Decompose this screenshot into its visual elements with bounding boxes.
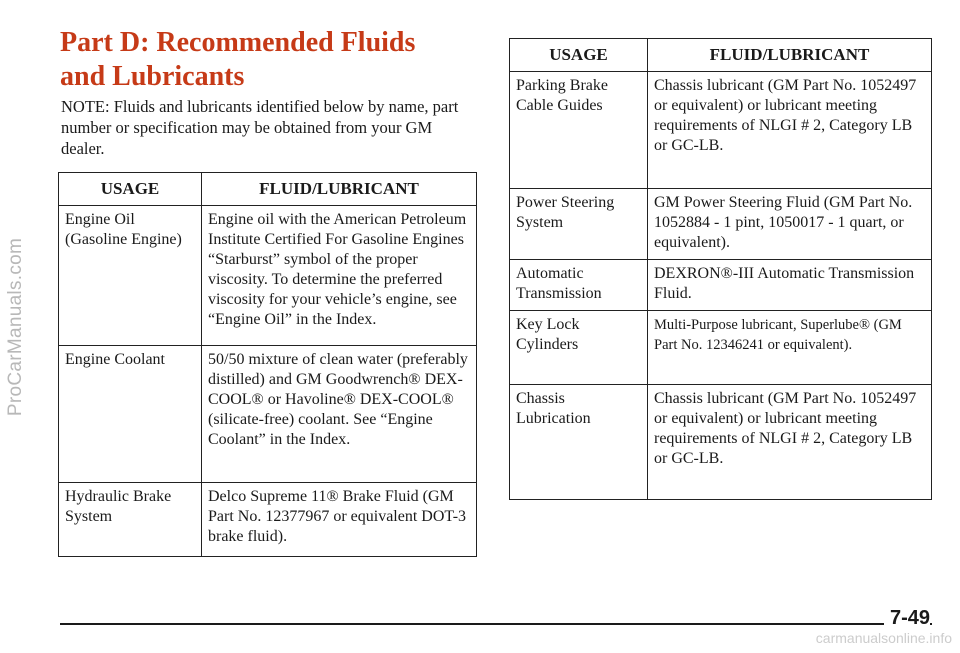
side-watermark-text: ProCarManuals.com [5, 237, 26, 416]
table-row [510, 72, 932, 189]
usage-cell: Chassis Lubrication [510, 385, 648, 500]
table-row [510, 189, 932, 260]
side-watermark [2, 0, 30, 653]
fluids-table-left [58, 172, 477, 557]
usage-cell: Engine Oil (Gasoline Engine) [59, 206, 202, 346]
table-header-row [59, 173, 477, 206]
usage-cell: Parking Brake Cable Guides [510, 72, 648, 189]
usage-cell: Power Steering System [510, 189, 648, 260]
fluid-cell: 50/50 mixture of clean water (preferably distilled) and GM Goodwrench® DEX-COOL® or Havoline® DEX-COOL® (silicate-free) coolant. See “Engine Coolant” in the Index. [202, 346, 477, 483]
fluids-table-right [509, 38, 932, 500]
usage-header: USAGE [59, 173, 202, 206]
fluid-header: FLUID/LUBRICANT [202, 173, 477, 206]
table-row [59, 206, 477, 346]
fluid-cell: GM Power Steering Fluid (GM Part No. 1052884 - 1 pint, 1050017 - 1 quart, or equivalent). [648, 189, 932, 260]
fluid-cell: Engine oil with the American Petroleum Institute Certified For Gasoline Engines “Starburst” symbol of the proper viscosity. To determine the preferred viscosity for your vehicle’s engine, see “Engine Oil” in the Index. [202, 206, 477, 346]
footer-rule [60, 623, 932, 625]
fluid-cell: Delco Supreme 11® Brake Fluid (GM Part No. 12377967 or equivalent DOT-3 brake fluid). [202, 483, 477, 557]
usage-cell: Key Lock Cylinders [510, 311, 648, 385]
table-row [510, 311, 932, 385]
page-number: 7-49 [884, 607, 930, 630]
fluid-cell: Chassis lubricant (GM Part No. 1052497 or equivalent) or lubricant meeting requirements of NLGI # 2, Category LB or GC-LB. [648, 385, 932, 500]
fluid-cell: Multi-Purpose lubricant, Superlube® (GM Part No. 12346241 or equivalent). [648, 311, 932, 385]
table-row [510, 260, 932, 311]
fluid-cell: Chassis lubricant (GM Part No. 1052497 or equivalent) or lubricant meeting requirements of NLGI # 2, Category LB or GC-LB. [648, 72, 932, 189]
table-row [59, 483, 477, 557]
footer-watermark: carmanualsonline.info [815, 630, 952, 646]
fluid-cell: DEXRON®-III Automatic Transmission Fluid. [648, 260, 932, 311]
table-header-row [510, 39, 932, 72]
usage-cell: Automatic Transmission [510, 260, 648, 311]
table-row [510, 385, 932, 500]
table-row [59, 346, 477, 483]
fluid-header: FLUID/LUBRICANT [648, 39, 932, 72]
usage-cell: Engine Coolant [59, 346, 202, 483]
usage-header: USAGE [510, 39, 648, 72]
page-title: Part D: Recommended Fluids and Lubricants [60, 27, 416, 92]
note-paragraph: NOTE: Fluids and lubricants identified below by name, part number or specification may be obtained from your GM dealer. [61, 97, 459, 158]
usage-cell: Hydraulic Brake System [59, 483, 202, 557]
